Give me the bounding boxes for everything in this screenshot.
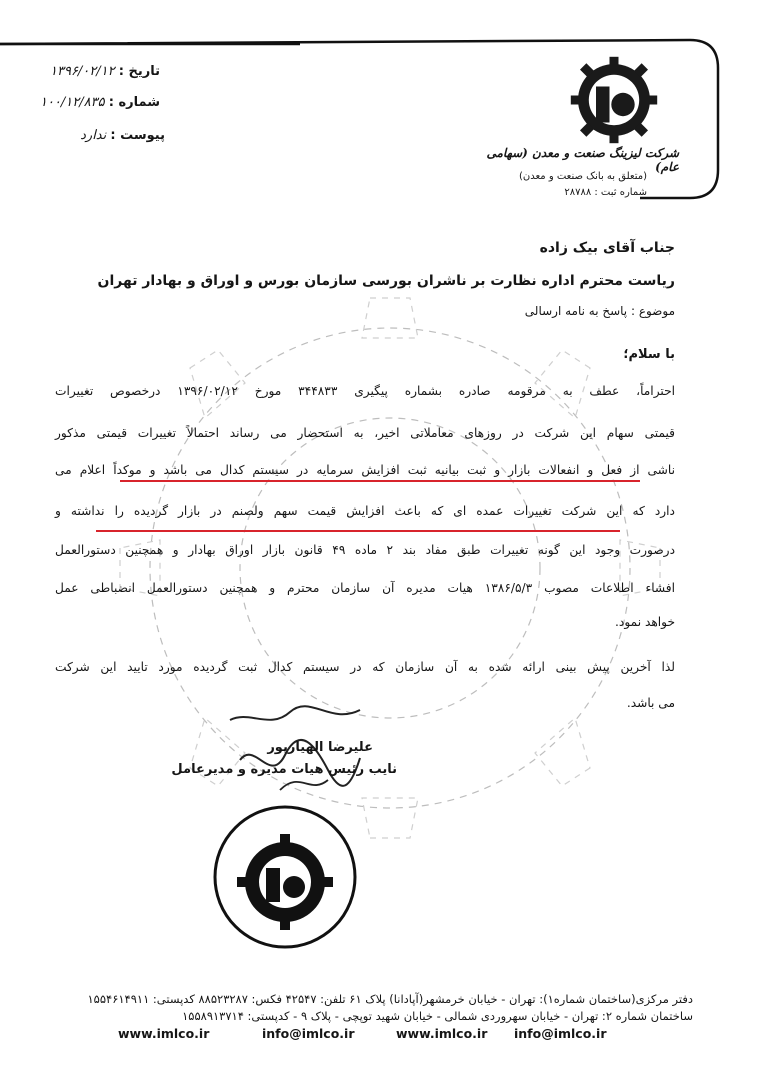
footer-website-link[interactable]: www.imlco.ir	[118, 1026, 210, 1041]
footer-email-link[interactable]: info@imlco.ir	[514, 1026, 607, 1041]
number-value: ۱۰۰/۱۲/۸۳۵	[39, 95, 105, 110]
footer-address-2: ساختمان شماره ۲: تهران - خیابان سهروردی شمالی - خیابان شهید توپچی - پلاک ۹ - کدپستی: ۱۵۵۸۹۱۳۷۱۴	[182, 1009, 693, 1023]
footer-address-1: دفتر مرکزی(ساختمان شماره۱): تهران - خیابان خرمشهر(آپادانا) پلاک ۶۱ تلفن: ۴۲۵۴۷ فکس: ۸۸۵۲۳۲۸۷ کدپستی: ۱۵۵۴۶۱۴۹۱۱	[87, 992, 693, 1006]
body-line-2: قیمتی سهام این شرکت در روزهای معاملاتی اخیر، به استحضار می رساند احتمالاً تغییرات قیمتی مذکور	[55, 426, 675, 440]
greeting: با سلام؛	[623, 347, 675, 362]
highlight-underline	[120, 480, 640, 482]
date-label: تاریخ :	[118, 64, 160, 79]
signer-name: علیرضا الهیارپور	[267, 740, 373, 755]
body-line-9: می باشد.	[626, 696, 675, 710]
footer-website-link[interactable]: www.imlco.ir	[396, 1026, 488, 1041]
signer-title: نایب رئیس هیات مدیره و مدیرعامل	[171, 762, 397, 777]
body-line-8: لذا آخرین پیش بینی ارائه شده به آن سازمان که در سیستم کدال ثبت گردیده مورد تایید این شرکت	[55, 660, 675, 674]
attachment-value: ندارد	[80, 128, 107, 143]
attachment-label: پیوست :	[110, 128, 165, 143]
body-line-7: خواهد نمود.	[615, 615, 675, 629]
company-note: (متعلق به بانک صنعت و معدن)	[518, 171, 647, 182]
body-line-6: افشاء اطلاعات مصوب ۱۳۸۶/۵/۳ هیات مدیره آن سازمان محترم و همچنین دستورالعمل انضباطی عمل	[55, 581, 675, 595]
company-logo	[569, 55, 659, 145]
body-line-5: درصورت وجود این گونه تغییرات طبق مفاد بند ۲ ماده ۴۹ قانون بازار اوراق بهادار و همچنین دستورالعمل	[55, 543, 675, 557]
company-seal-stamp	[210, 802, 360, 952]
highlight-underline	[96, 530, 620, 532]
body-line-1: احتراماً، عطف به مرقومه صادره بشماره پیگیری ۳۴۴۸۳۳ مورخ ۱۳۹۶/۰۲/۱۲ درخصوص تغییرات	[55, 384, 676, 398]
recipient: جناب آقای بیک زاده	[539, 240, 675, 256]
body-line-3: ناشی از فعل و انفعالات بازار و ثبت بیانیه ثبت افزایش سرمایه در سیستم کدال می باشد و موکداً اعلام می	[55, 463, 675, 477]
date-value: ۱۳۹۶/۰۲/۱۲	[50, 64, 115, 79]
subject: موضوع : پاسخ به نامه ارسالی	[524, 304, 675, 318]
company-name: شرکت لیزینگ صنعت و معدن (سهامی عام)	[486, 146, 679, 174]
body-line-4: دارد که این شرکت تغییرات عمده ای که باعث افزایش قیمت سهم ولصنم در بازار گردیده را نداشته و	[55, 504, 675, 518]
gear-watermark	[80, 258, 700, 878]
date-line	[50, 64, 160, 79]
footer-email-link[interactable]: info@imlco.ir	[262, 1026, 355, 1041]
company-registration: شماره ثبت : ۲۸۷۸۸	[564, 187, 647, 198]
recipient-title: ریاست محترم اداره نظارت بر ناشران بورسی سازمان بورس و اوراق و بهادار تهران	[97, 273, 675, 289]
number-label: شماره :	[108, 95, 160, 110]
attachment-line	[70, 128, 165, 143]
number-line	[39, 95, 160, 110]
